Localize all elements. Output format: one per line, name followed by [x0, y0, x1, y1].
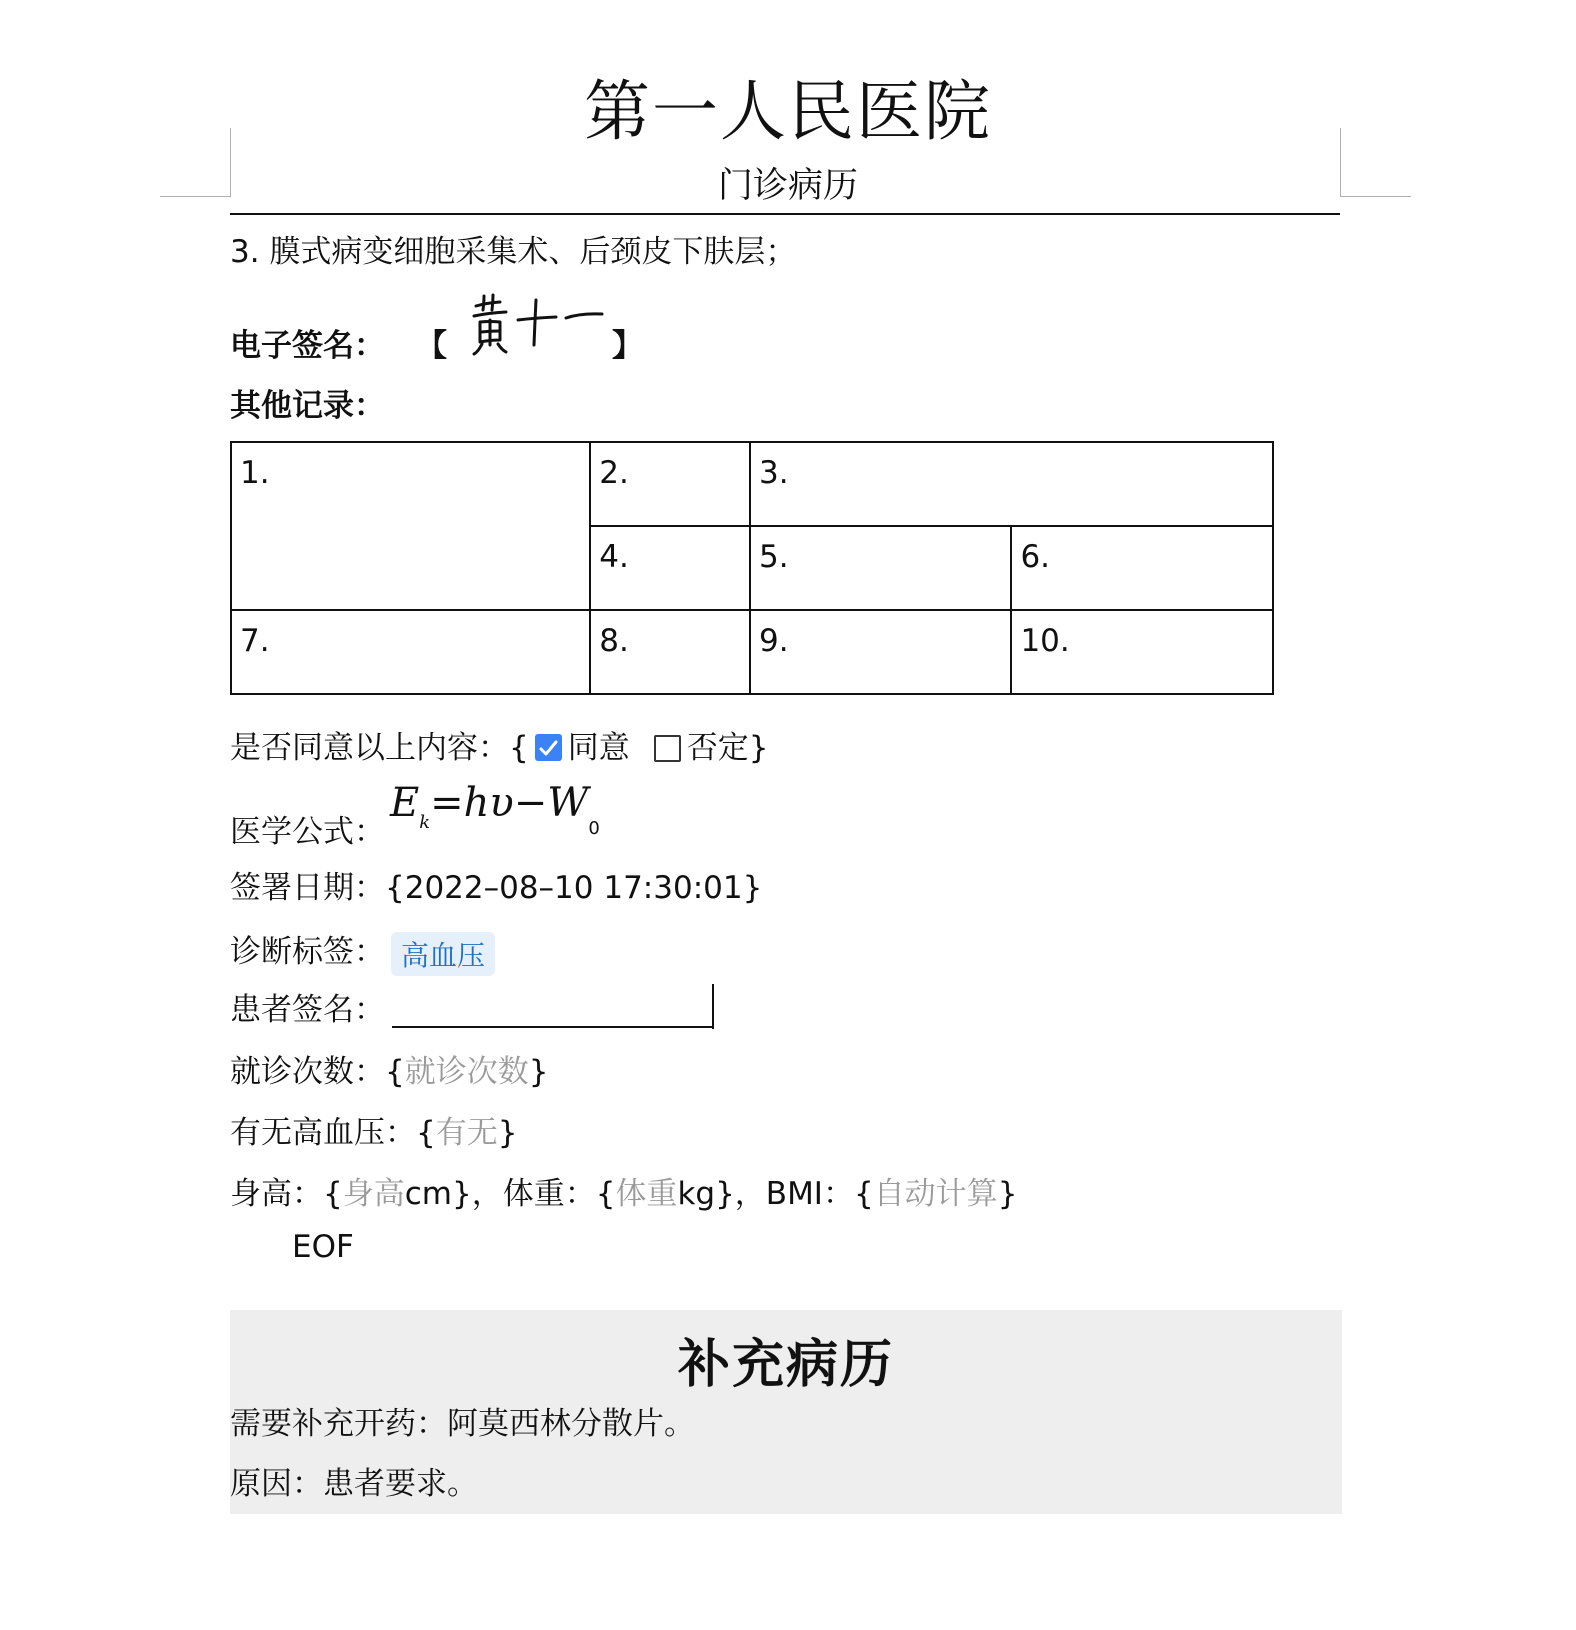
- records-cell-3[interactable]: 3.: [750, 442, 1273, 526]
- header-divider: [230, 213, 1340, 215]
- bmi-field[interactable]: 自动计算: [873, 1176, 998, 1212]
- bmi-close-brace: }: [997, 1176, 1018, 1212]
- consent-label: 是否同意以上内容：{: [230, 730, 529, 766]
- visits-row: [230, 1046, 548, 1091]
- diagnosis-row: [230, 926, 495, 976]
- weight-open-brace: {: [595, 1176, 616, 1212]
- height-label: 身高：: [230, 1176, 323, 1212]
- sign-date-value[interactable]: {2022–08–10 17:30:01}: [385, 870, 763, 906]
- medical-formula[interactable]: [390, 780, 600, 839]
- visits-open-brace: {: [385, 1054, 405, 1090]
- records-cell-1[interactable]: 1.: [231, 442, 590, 610]
- bmi-open-brace: {: [853, 1176, 874, 1212]
- records-cell-9[interactable]: 9.: [750, 610, 1011, 694]
- text-cursor: [712, 984, 714, 1029]
- formula-rest: =hυ−W: [430, 780, 589, 826]
- height-open-brace: {: [323, 1176, 343, 1212]
- signature-bracket-close: 】: [612, 328, 643, 364]
- agree-label[interactable]: 同意: [567, 730, 630, 766]
- hypertension-field[interactable]: 有无: [435, 1115, 498, 1151]
- supplement-line-2: 原因：患者要求。: [230, 1466, 478, 1502]
- e-signature-image: [470, 290, 610, 360]
- other-records-label: 其他记录：: [230, 388, 385, 424]
- deny-checkbox[interactable]: [654, 735, 681, 762]
- supplement-line-1: 需要补充开药：阿莫西林分散片。: [230, 1406, 695, 1442]
- measurements-row: [230, 1168, 1017, 1213]
- records-cell-2[interactable]: 2.: [590, 442, 750, 526]
- diagnosis-tag[interactable]: 高血压: [391, 932, 495, 976]
- records-cell-4[interactable]: 4.: [590, 526, 750, 610]
- patient-signature-field[interactable]: [392, 1026, 712, 1028]
- sign-date-label: 签署日期：: [230, 870, 385, 906]
- hypertension-close-brace: }: [497, 1115, 518, 1151]
- records-cell-8[interactable]: 8.: [590, 610, 750, 694]
- consent-close-brace: }: [748, 730, 769, 766]
- consent-row: [230, 722, 768, 767]
- visits-label: 就诊次数：: [230, 1054, 385, 1090]
- bmi-label: ，BMI：: [734, 1176, 854, 1212]
- patient-signature-label: 患者签名：: [230, 992, 385, 1028]
- records-cell-10[interactable]: 10.: [1011, 610, 1273, 694]
- record-type-title: 门诊病历: [717, 166, 858, 206]
- sign-date-row: [230, 862, 762, 907]
- supplement-panel: [230, 1310, 1342, 1514]
- signature-bracket-open: 【: [416, 328, 447, 364]
- checkmark-icon: [535, 735, 562, 762]
- records-cell-6[interactable]: 6.: [1011, 526, 1273, 610]
- diagnosis-label: 诊断标签：: [230, 934, 385, 970]
- supplement-title: 补充病历: [677, 1335, 894, 1395]
- hypertension-open-brace: {: [416, 1115, 436, 1151]
- formula-label: 医学公式：: [230, 814, 385, 850]
- other-records-table: [230, 441, 1274, 695]
- weight-unit: kg}: [677, 1176, 735, 1212]
- procedure-item-3: 3. 膜式病变细胞采集术、后颈皮下肤层；: [230, 234, 797, 270]
- formula-subscript-k: k: [419, 812, 431, 833]
- eof-marker: EOF: [292, 1229, 354, 1265]
- height-field[interactable]: 身高: [342, 1176, 405, 1212]
- hypertension-label: 有无高血压：: [230, 1115, 416, 1151]
- records-cell-7[interactable]: 7.: [231, 610, 590, 694]
- height-unit: cm}: [404, 1176, 472, 1212]
- records-cell-5[interactable]: 5.: [750, 526, 1011, 610]
- hospital-name: 第一人民医院: [584, 73, 992, 150]
- weight-label: ，体重：: [471, 1176, 596, 1212]
- formula-E: E: [390, 780, 420, 826]
- e-signature-label: 电子签名：: [230, 328, 385, 364]
- visits-close-brace: }: [528, 1054, 549, 1090]
- formula-subscript-0: 0: [588, 818, 600, 839]
- visits-field[interactable]: 就诊次数: [404, 1054, 529, 1090]
- deny-label[interactable]: 否定: [686, 730, 749, 766]
- hypertension-row: [230, 1107, 517, 1152]
- agree-checkbox[interactable]: [535, 734, 562, 761]
- weight-field[interactable]: 体重: [615, 1176, 678, 1212]
